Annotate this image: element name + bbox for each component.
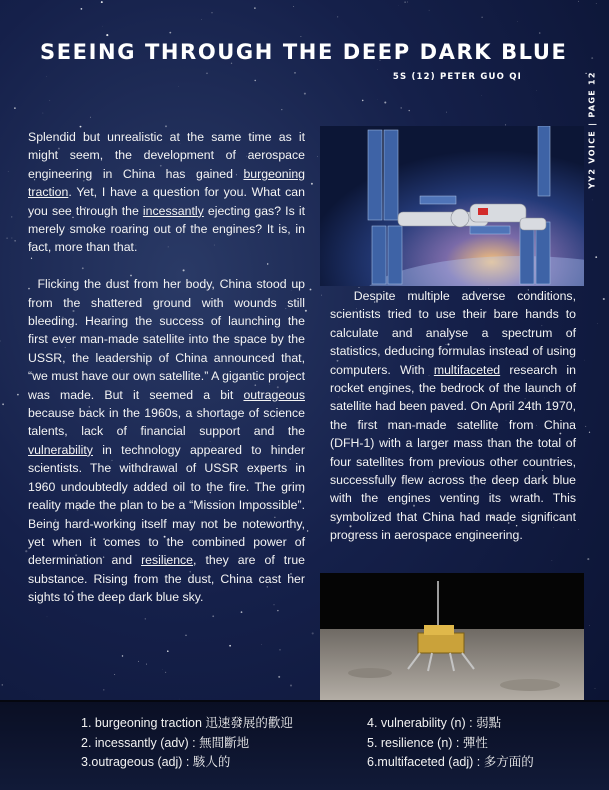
star — [14, 240, 15, 241]
star — [578, 1, 579, 2]
p2-text-d: , they are of true substance. Rising from the dust, China cast her sights to the deep dark blue sky. — [28, 553, 305, 604]
term-vulnerability: vulnerability — [28, 443, 93, 457]
star — [212, 615, 214, 617]
star — [90, 117, 91, 118]
star — [312, 632, 314, 634]
star — [241, 611, 243, 613]
star — [362, 100, 364, 102]
star — [300, 36, 301, 37]
star — [596, 3, 597, 4]
p2-text-b: because back in the 1960s, a shortage of science talents, lack of financial support and the — [28, 406, 305, 438]
star — [206, 72, 208, 74]
star — [6, 237, 8, 239]
article-author: 5S (12) PETER GUO QI — [300, 72, 522, 82]
p3-text-a: Despite multiple adverse conditions, scientists tried to use their bare hands to calculate and analyse a spectrum of statistics, deducing formulas instead of using computers. With — [330, 289, 576, 377]
star — [138, 661, 139, 662]
paragraph-1 — [28, 128, 305, 257]
star — [146, 664, 147, 665]
glossary-item-2: 2. incessantly (adv) : 無間斷地 — [81, 735, 249, 752]
star — [311, 183, 313, 185]
star — [261, 644, 262, 645]
star — [429, 10, 430, 11]
star — [114, 674, 115, 675]
star — [2, 403, 4, 405]
star — [101, 1, 103, 3]
star — [17, 394, 19, 396]
star — [122, 655, 123, 656]
star — [102, 26, 103, 27]
star — [229, 645, 231, 647]
glossary-item-3: 3.outrageous (adj) : 駭人的 — [81, 754, 230, 771]
term-incessantly: incessantly — [143, 204, 204, 218]
star — [305, 310, 307, 312]
star — [167, 650, 169, 652]
star — [304, 93, 306, 95]
star — [407, 2, 408, 3]
glossary-item-4: 4. vulnerability (n) : 弱點 — [367, 715, 501, 732]
star — [321, 295, 322, 296]
star — [106, 34, 108, 36]
star — [278, 676, 280, 678]
star — [47, 617, 48, 618]
star — [254, 7, 255, 8]
star — [446, 112, 447, 113]
star — [49, 100, 50, 101]
star — [337, 16, 338, 17]
star — [578, 529, 579, 530]
star — [404, 1, 405, 2]
star — [281, 109, 282, 110]
p1-text-a: Splendid but unrealistic at the same time as it might seem, the development of aerospace engineering in China has gained — [28, 130, 305, 181]
star — [81, 8, 83, 10]
star — [536, 90, 537, 91]
side-label-text: YY2 VOICE | PAGE 12 — [588, 71, 597, 189]
p2-text-a: Flicking the dust from her body, China stood up from the shattered ground with wounds still bleeding. Hearing the success of launching the first ever man-made satellite into the space by the USSR, the leadership of China announced that, “we must have our own satellite.” A gigantic project was made. But it seemed a bit — [28, 277, 305, 401]
star — [14, 107, 16, 109]
star — [587, 558, 589, 560]
star — [595, 688, 596, 689]
right-column — [330, 287, 576, 545]
space-station-image — [320, 126, 584, 286]
star — [2, 684, 4, 686]
star — [165, 672, 166, 673]
star — [481, 17, 482, 18]
star — [43, 113, 44, 114]
star — [552, 560, 553, 561]
star — [169, 32, 171, 34]
star — [307, 530, 308, 531]
paragraph-2 — [28, 275, 305, 606]
star — [384, 101, 386, 103]
star — [294, 72, 295, 73]
star — [377, 69, 378, 70]
paragraph-3 — [330, 287, 576, 545]
star — [310, 289, 312, 291]
star — [0, 340, 1, 341]
star — [277, 610, 278, 611]
star — [145, 618, 146, 619]
star — [212, 12, 213, 13]
star — [178, 86, 179, 87]
glossary-item-5: 5. resilience (n) : 彈性 — [367, 735, 488, 752]
lunar-lander-image — [320, 573, 584, 700]
star — [254, 80, 255, 81]
star — [185, 635, 186, 636]
p1-text-c: ejecting gas? Is it merely smoke roaring out of the engines? It is, in fact, more than that. — [28, 204, 305, 255]
glossary-footer — [0, 700, 609, 790]
star — [400, 107, 402, 109]
term-multifaceted: multifaceted — [434, 363, 500, 377]
star — [589, 625, 590, 626]
star — [585, 426, 586, 427]
article-title: SEEING THROUGH THE DEEP DARK BLUE — [40, 40, 540, 64]
star — [12, 238, 13, 239]
term-resilience: resilience — [141, 553, 193, 567]
star — [8, 171, 9, 172]
star — [317, 156, 318, 157]
star — [165, 125, 167, 127]
term-outrageous: outrageous — [243, 388, 305, 402]
star — [46, 76, 47, 77]
glossary-item-6: 6.multifaceted (adj) : 多方面的 — [367, 754, 534, 771]
star — [589, 432, 590, 433]
star — [279, 649, 281, 651]
star — [11, 216, 13, 218]
star — [103, 689, 104, 690]
star — [603, 298, 605, 300]
star — [201, 19, 202, 20]
p3-text-b: research in rocket engines, the bedrock of the launch of satellite had been paved. On April 24th 1970, the first man-made satellite from China (DFH-1) with a larger mass than the total of four satellites from previous other countries, successfully flew across the deep dark blue with the engines venting its wrath. This symbolized that China had made significant progress in aerospace engineering. — [330, 363, 576, 543]
star — [409, 110, 410, 111]
star — [539, 32, 541, 34]
p1-text-b: . Yet, I have a question for you. What can you see through the — [28, 185, 305, 217]
left-column — [28, 128, 305, 607]
star — [290, 684, 292, 686]
star — [481, 95, 482, 96]
p2-text-c: in technology appeared to hinder scientists. The withdrawal of USSR experts in 1960 undoubtedly added oil to the fire. The grim reality made the plan to be a “Mission Impossible”. Being hard-working itself may not be noteworthy, yet when it comes to the combined power of determination and — [28, 443, 305, 567]
glossary-item-1: 1. burgeoning traction 迅速發展的歡迎 — [81, 715, 293, 732]
term-burgeoning-traction: burgeoning traction — [28, 167, 305, 199]
star — [293, 6, 294, 7]
